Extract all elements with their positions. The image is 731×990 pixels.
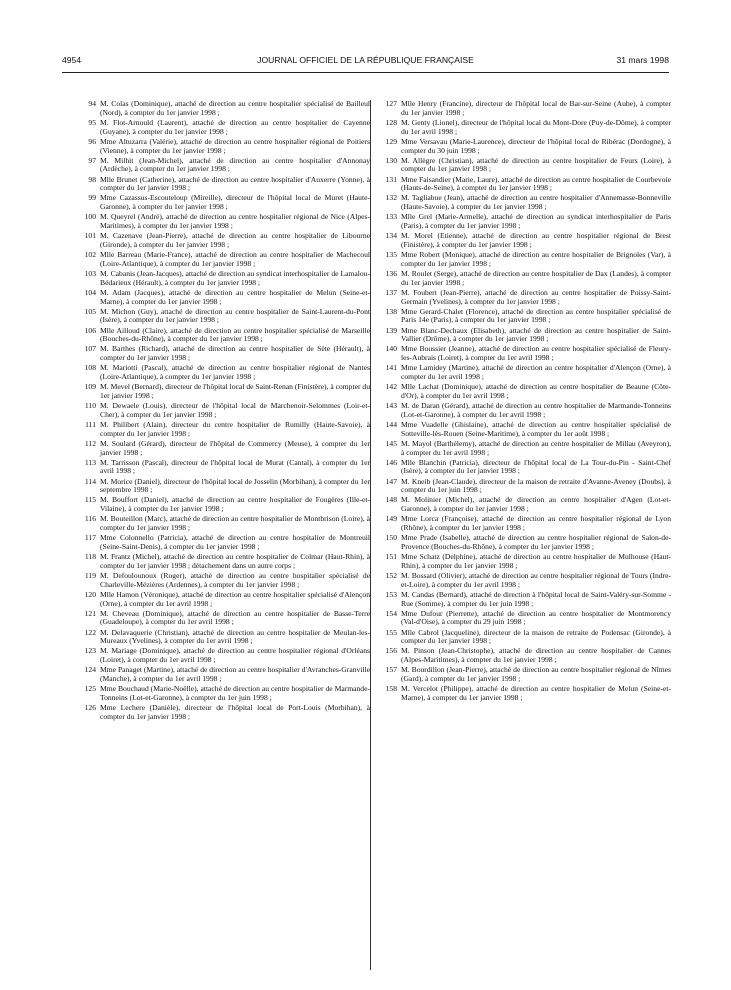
entry-text: M. Dewaele (Louis), directeur de l'hôpital local de Marchenoir-Selommes (Loir-et-Cher), à compter du 1er janvier 1998 ; — [100, 401, 370, 419]
entry-number: 153 — [385, 589, 397, 599]
list-item — [74, 572, 370, 590]
entry-number: 155 — [385, 627, 397, 637]
entry-number: 131 — [385, 174, 397, 184]
entry-text: M. Defoulounoux (Roger), attaché de direction au centre hospitalier spécialisé de Charleville-Mézières (Ardennes), à compter du 1er janvier 1998 ; — [100, 570, 370, 589]
entry-number: 124 — [84, 665, 96, 675]
entry-number: 144 — [385, 419, 397, 429]
list-item — [375, 213, 671, 231]
list-item — [375, 308, 671, 326]
entry-text: M. Allègre (Christian), attaché de direction au centre hospitalier de Feurs (Loire), à compter du 1er janvier 1998 ; — [401, 155, 671, 174]
entry-number: 112 — [84, 438, 96, 448]
entry-number: 106 — [84, 325, 96, 335]
entry-text: Mme Bouchaud (Marie-Noëlle), attaché de direction au centre hospitalier de Marmande-Tonneins (Lot-et-Garonne), à compter du 1er juin 1998 ; — [100, 684, 370, 702]
entry-number: 104 — [84, 287, 96, 297]
list-item — [375, 610, 671, 628]
entry-text: M. Adam (Jacques), attaché de direction au centre hospitalier de Melun (Seine-et-Marne), à compter du 1er janvier 1998 ; — [100, 287, 370, 306]
entry-number: 117 — [84, 533, 96, 543]
left-column — [74, 100, 370, 723]
entry-text: M. Barthes (Richard), attaché de direction au centre hospitalier de Sète (Hérault), à compter du 1er janvier 1998 ; — [100, 344, 370, 363]
entry-text: M. Vercelot (Philippe), attaché de direction au centre hospitalier de Melun (Seine-et-Marne), à compter du 1er janvier 1998 ; — [401, 684, 671, 702]
entry-text: M. Delavaquerie (Christian), attaché de direction au centre hospitalier de Meulan-les-Mureaux (Yvelines), à compter du 1er avril 1998 ; — [100, 627, 370, 646]
list-item — [74, 119, 370, 137]
list-item — [74, 534, 370, 552]
list-item — [74, 345, 370, 363]
entry-number: 96 — [88, 136, 96, 146]
list-item — [375, 572, 671, 590]
entry-text: M. Morel (Etienne), attaché de direction au centre hospitalier régional de Brest (Finistère), à compter du 1er janvier 1998 ; — [401, 231, 671, 249]
list-item — [74, 402, 370, 420]
list-item — [74, 666, 370, 684]
entry-text: M. Cheveau (Dominique), attaché de direction au centre hospitalier de Basse-Terre (Guadeloupe), à compter du 1er avril 1998 ; — [100, 608, 370, 627]
entry-text: Mlle Lachat (Dominique), attaché de direction au centre hospitalier de Beaune (Côte-d'Or), à compter du 1er avril 1998 ; — [401, 382, 671, 400]
entry-number: 135 — [385, 250, 397, 259]
list-item — [74, 176, 370, 194]
entry-text: M. Tarrisson (Pascal), directeur de l'hôpital local de Murat (Cantal), à compter du 1er avril 1998 ; — [100, 457, 370, 476]
entry-text: Mme Lamidey (Martine), attaché de direction au centre hospitalier d'Alençon (Orne), à compter du 1er avril 1998 ; — [401, 363, 671, 382]
entry-text: M. Michon (Guy), attaché de direction au centre hospitalier de Saint-Laurent-du-Pont (Isère), à compter du 1er janvier 1998 ; — [100, 306, 370, 325]
entry-text: Mlle Blanchin (Patricia), directeur de l'hôpital local de La Tour-du-Pin - Saint-Chef (Isère), à compter du 1er janvier 1998 ; — [401, 457, 671, 476]
entry-number: 118 — [84, 552, 96, 561]
entry-text: Mme Boussier (Jeanne), attaché de direction au centre hospitalier spécialisé de Fleury-les-Aubrais (Loiret), à compter du 1er avril 1998 ; — [401, 344, 671, 363]
list-item — [74, 704, 370, 722]
entry-number: 147 — [385, 476, 397, 486]
journal-title: JOURNAL OFFICIEL DE LA RÉPUBLIQUE FRANÇAISE — [257, 55, 474, 65]
entry-number: 133 — [385, 212, 397, 222]
list-item — [375, 138, 671, 156]
entry-number: 158 — [385, 684, 397, 694]
entry-text: M. Candas (Bernard), attaché de direction à l'hôpital local de Saint-Valéry-sur-Somme - Rue (Somme), à compter du 1er juin 1998 ; — [401, 589, 671, 608]
entry-text: M. Philibert (Alain), directeur du centre hospitalier de Rumilly (Haute-Savoie), à compter du 1er janvier 1998 ; — [100, 419, 370, 438]
entry-number: 137 — [385, 287, 397, 297]
entry-text: M. Mevel (Bernard), directeur de l'hôpital local de Saint-Renan (Finistère), à compter du 1er janvier 1998 ; — [100, 382, 370, 400]
list-item — [375, 515, 671, 533]
entry-text: Mme Panaget (Martine), attaché de direction au centre hospitalier d'Avranches-Granville (Manche), à compter du 1er avril 1998 ; — [100, 665, 370, 684]
column-divider — [370, 100, 371, 970]
list-item — [375, 251, 671, 269]
list-item — [375, 666, 671, 684]
entry-number: 103 — [84, 268, 96, 278]
entry-number: 149 — [385, 514, 397, 524]
list-item — [74, 647, 370, 665]
entry-text: M. Pinson (Jean-Christophe), attaché de direction au centre hospitalier de Cannes (Alpes-Maritimes), à compter du 1er janvier 1998 ; — [401, 646, 671, 665]
entry-text: M. Colas (Dominique), attaché de direction au centre hospitalier spécialisé de Bailleul (Nord), à compter du 1er janvier 1998 ; — [100, 99, 370, 117]
list-item — [375, 327, 671, 345]
entry-text: M. Cazenave (Jean-Pierre), attaché de direction au centre hospitalier de Libourne (Gironde), à compter du 1er janvier 1998 ; — [100, 231, 370, 249]
entry-number: 99 — [88, 193, 96, 203]
list-item — [375, 496, 671, 514]
list-item — [375, 119, 671, 137]
page-number: 4954 — [62, 55, 82, 65]
entry-number: 138 — [385, 306, 397, 316]
entry-number: 100 — [84, 212, 96, 222]
entry-number: 146 — [385, 457, 397, 467]
entry-text: Mlle Cabrol (Jacqueline), directeur de la maison de retraite de Podensac (Gironde), à compter du 1er janvier 1998 ; — [401, 627, 671, 646]
entry-number: 97 — [88, 155, 96, 165]
entry-text: Mme Faisandier (Marie, Laure), attaché de direction au centre hospitalier de Courbevoie (Hauts-de-Seine), à compter du 1er janvier 1998 ; — [401, 174, 671, 193]
entry-number: 111 — [85, 419, 96, 429]
entry-text: Mme Colonnello (Patricia), attaché de direction au centre hospitalier de Montreuil (Seine-Saint-Denis), à compter du 1er janvier 1998 ; — [100, 533, 370, 551]
entry-number: 105 — [84, 306, 96, 316]
entry-number: 152 — [385, 570, 397, 580]
list-item — [375, 629, 671, 647]
entry-text: M. Mariotti (Pascal), attaché de direction au centre hospitalier régional de Nantes (Loire-Atlantique), à compter du 1er janvier 1998 ; — [100, 363, 370, 382]
entry-text: M. Frantz (Michel), attaché de direction au centre hospitalier de Colmar (Haut-Rhin), à compter du 1er janvier 1998 ; détachement dans un autre corps ; — [100, 552, 370, 570]
list-item — [375, 157, 671, 175]
entry-text: M. Mariage (Dominique), attaché de direction au centre hospitalier régional d'Orléans (Loiret), à compter du 1er avril 1998 ; — [100, 646, 370, 665]
entry-number: 108 — [84, 363, 96, 373]
list-item — [74, 591, 370, 609]
list-item — [375, 591, 671, 609]
entry-text: M. Foubert (Jean-Pierre), attaché de direction au centre hospitalier de Poissy-Saint-Germain (Yvelines), à compter du 1er janvier 1998 ; — [401, 287, 671, 306]
entry-number: 109 — [84, 382, 96, 392]
list-item — [375, 289, 671, 307]
entry-number: 128 — [385, 117, 397, 127]
entry-text: Mme Robert (Monique), attaché de direction au centre hospitalier de Brignoles (Var), à compter du 1er janvier 1998 ; — [401, 250, 671, 268]
entry-text: M. Soulard (Gérard), directeur de l'hôpital de Commercy (Meuse), à compter du 1er janvier 1998 ; — [100, 438, 370, 457]
entry-text: M. Bourdillon (Jean-Pierre), attaché de direction au centre hospitalier régional de Nîmes (Gard), à compter du 1er janvier 1998 ; — [401, 665, 671, 684]
list-item — [74, 515, 370, 533]
list-item — [74, 138, 370, 156]
entry-text: Mlle Grel (Marie-Armelle), attaché de direction au syndicat interhospitalier de Paris (Paris), à compter du 1er janvier 1998 ; — [401, 212, 671, 231]
list-item — [375, 176, 671, 194]
entry-number: 115 — [84, 495, 96, 505]
entry-text: M. Queyrel (André), attaché de direction au centre hospitalier régional de Nice (Alpes-Maritimes), à compter du 1er janvier 1998 ; — [100, 212, 370, 231]
entry-text: M. Morice (Daniel), directeur de l'hôpital local de Josselin (Morbihan), à compter du 1er septembre 1998 ; — [100, 476, 370, 495]
entry-text: Mme Lorca (Françoise), attaché de direction au centre hospitalier régional de Lyon (Rhône), à compter du 1er janvier 1998 ; — [401, 514, 671, 533]
entry-text: Mlle Hamon (Véronique), attaché de direction au centre hospitalier spécialisé d'Alençon (Orne), à compter du 1er avril 1998 ; — [100, 589, 370, 608]
right-column — [375, 100, 671, 704]
entry-number: 113 — [84, 457, 96, 467]
list-item — [375, 459, 671, 477]
list-item — [375, 647, 671, 665]
entry-number: 116 — [84, 514, 96, 524]
list-item — [74, 629, 370, 647]
list-item — [74, 553, 370, 571]
list-item — [74, 478, 370, 496]
entry-number: 121 — [84, 608, 96, 618]
entry-number: 136 — [385, 268, 397, 278]
entry-number: 132 — [385, 193, 397, 203]
list-item — [74, 289, 370, 307]
list-item — [74, 459, 370, 477]
entry-text: M. Roulet (Serge), attaché de direction au centre hospitalier de Dax (Landes), à compter du 1er janvier 1998 ; — [401, 268, 671, 287]
header-rule — [62, 72, 669, 73]
entry-number: 154 — [385, 608, 397, 618]
list-item — [74, 232, 370, 250]
entry-text: Mme Versavau (Marie-Laurence), directeur de l'hôpital local de Ribérac (Dordogne), à compter du 30 juin 1998 ; — [401, 136, 671, 155]
entry-number: 95 — [88, 117, 96, 127]
entry-number: 145 — [385, 438, 397, 448]
entry-text: Mme Lechere (Danièle), directeur de l'hôpital local de Port-Louis (Morbihan), à compter du 1er janvier 1998 ; — [100, 703, 370, 721]
list-item — [375, 440, 671, 458]
list-item — [74, 440, 370, 458]
list-item — [375, 553, 671, 571]
entry-number: 150 — [385, 533, 397, 543]
entry-text: Mme Schatz (Delphine), attaché de direction au centre hospitalier de Mulhouse (Haut-Rhin), à compter du 1er janvier 1998 ; — [401, 552, 671, 570]
list-item — [74, 100, 370, 118]
entry-text: M. de Daran (Gérard), attaché de direction au centre hospitalier de Marmande-Tonneins (Lot-et-Garonne), à compter du 1er avril 1998 ; — [401, 401, 671, 419]
entry-number: 102 — [84, 250, 96, 259]
entry-number: 126 — [84, 703, 96, 712]
list-item — [74, 308, 370, 326]
entry-text: Mme Prade (Isabelle), attaché de direction au centre hospitalier régional de Salon-de-Provence (Bouches-du-Rhône), à compter du 1er janvier 1998 ; — [401, 533, 671, 551]
entry-text: M. Bossard (Olivier), attaché de direction au centre hospitalier régional de Tours (Indre-et-Loire), à compter du 1er avril 1998 ; — [401, 570, 671, 589]
entry-number: 140 — [385, 344, 397, 354]
entry-number: 125 — [84, 684, 96, 694]
entry-text: Mlle Brunet (Catherine), attaché de direction au centre hospitalier d'Auxerre (Yonne), à compter du 1er janvier 1998 ; — [100, 174, 370, 193]
issue-date: 31 mars 1998 — [616, 55, 669, 65]
entry-text: Mme Gerard-Chalet (Florence), attaché de direction au centre hospitalier spécialisé de Paris 14e (Paris), à compter du 1er janvier 1998 ; — [401, 306, 671, 325]
entry-number: 98 — [88, 174, 96, 184]
entry-text: M. Flot-Arnould (Laurent), attaché de direction au centre hospitalier de Cayenne (Guyane), à compter du 1er janvier 1998 ; — [100, 117, 370, 136]
entry-number: 119 — [84, 570, 96, 580]
entry-number: 110 — [84, 401, 96, 410]
list-item — [74, 685, 370, 703]
entry-number: 94 — [88, 99, 96, 108]
list-item — [74, 496, 370, 514]
entry-text: Mlle Ailloud (Claire), attaché de direction au centre hospitalier spécialisé de Marseille (Bouches-du-Rhône), à compter du 1er janvier 1998 ; — [100, 325, 370, 344]
entry-number: 129 — [385, 136, 397, 146]
list-item — [74, 327, 370, 345]
entry-text: M. Mayol (Barthélemy), attaché de direction au centre hospitalier de Millau (Aveyron), à compter du 1er avril 1998 ; — [401, 438, 671, 457]
entry-number: 143 — [385, 401, 397, 410]
entry-number: 148 — [385, 495, 397, 505]
entry-number: 156 — [385, 646, 397, 656]
entry-text: M. Milhit (Jean-Michel), attaché de direction au centre hospitalier d'Annonay (Ardèche), à compter du 1er janvier 1998 ; — [100, 155, 370, 174]
entry-text: Mme Blanc-Dechaux (Elisabeth), attaché de direction au centre hospitalier de Saint-Vallier (Drôme), à compter du 1er janvier 1998 ; — [401, 325, 671, 344]
list-item — [74, 610, 370, 628]
list-item — [375, 685, 671, 703]
entry-text: Mme Altuzarra (Valérie), attaché de direction au centre hospitalier régional de Poitiers (Vienne), à compter du 1er janvier 1998 ; — [100, 136, 370, 155]
list-item — [375, 232, 671, 250]
entry-number: 139 — [385, 325, 397, 335]
entry-text: M. Genty (Lionel), directeur de l'hôpital local du Mont-Dore (Puy-de-Dôme), à compter du 1er avril 1998 ; — [401, 117, 671, 136]
entry-text: M. Tagliabue (Jean), attaché de direction au centre hospitalier d'Annemasse-Bonneville (Haute-Savoie), à compter du 1er janvier 1998 ; — [401, 193, 671, 212]
entry-number: 107 — [84, 344, 96, 354]
entry-text: Mlle Henry (Francine), directeur de l'hôpital local de Bar-sur-Seine (Aube), à compter du 1er janvier 1998 ; — [401, 99, 671, 117]
entry-text: M. Bouffort (Daniel), attaché de direction au centre hospitalier de Fougères (Ille-et-Vilaine), à compter du 1er janvier 1998 ; — [100, 495, 370, 514]
entry-number: 114 — [84, 476, 96, 486]
list-item — [375, 270, 671, 288]
list-item — [74, 364, 370, 382]
list-item — [375, 345, 671, 363]
entry-text: Mme Vuadelle (Ghislaine), attaché de direction au centre hospitalier spécialisé de Sotteville-lès-Rouen (Seine-Maritime), à compter du 1er août 1998 ; — [401, 419, 671, 438]
entry-number: 134 — [385, 231, 397, 241]
list-item — [74, 270, 370, 288]
page-header — [62, 55, 669, 69]
entry-number: 130 — [385, 155, 397, 165]
list-item — [375, 194, 671, 212]
entry-text: Mme Dufour (Pierrette), attaché de direction au centre hospitalier de Montmorency (Val-d'Oise), à compter du 29 juin 1998 ; — [401, 608, 671, 627]
list-item — [375, 421, 671, 439]
entry-number: 122 — [84, 627, 96, 637]
list-item — [74, 157, 370, 175]
entry-number: 151 — [385, 552, 397, 561]
list-item — [74, 421, 370, 439]
list-item — [375, 478, 671, 496]
entry-text: Mme Cazassus-Escouteloup (Mireille), directeur de l'hôpital local de Muret (Haute-Garonne), à compter du 1er janvier 1998 ; — [100, 193, 370, 212]
list-item — [74, 194, 370, 212]
entry-text: M. Kneib (Jean-Claude), directeur de la maison de retraite d'Avanne-Aveney (Doubs), à compter du 1er juin 1998 ; — [401, 476, 671, 495]
entry-number: 157 — [385, 665, 397, 675]
list-item — [74, 383, 370, 401]
entry-number: 120 — [84, 589, 96, 599]
list-item — [375, 402, 671, 420]
list-item — [375, 100, 671, 118]
list-item — [74, 213, 370, 231]
list-item — [74, 251, 370, 269]
entry-number: 101 — [84, 231, 96, 241]
entry-text: M. Bouteillon (Marc), attaché de direction au centre hospitalier de Montbrison (Loire), à compter du 1er janvier 1998 ; — [100, 514, 370, 533]
entry-number: 127 — [385, 99, 397, 108]
list-item — [375, 383, 671, 401]
entry-number: 123 — [84, 646, 96, 656]
list-item — [375, 534, 671, 552]
entry-text: Mlle Barreau (Marie-France), attaché de direction au centre hospitalier de Machecoul (Loire-Atlantique), à compter du 1er janvier 1998 ; — [100, 250, 370, 268]
list-item — [375, 364, 671, 382]
entry-number: 141 — [385, 363, 397, 373]
entry-text: M. Molinier (Michel), attaché de direction au centre hospitalier d'Agen (Lot-et-Garonne), à compter du 1er janvier 1998 ; — [401, 495, 671, 514]
entry-text: M. Cabanis (Jean-Jacques), attaché de direction au syndicat interhospitalier de Lamalou-Bédarieux (Hérault), à compter du 1er janvier 1998 ; — [100, 268, 370, 287]
entry-number: 142 — [385, 382, 397, 392]
